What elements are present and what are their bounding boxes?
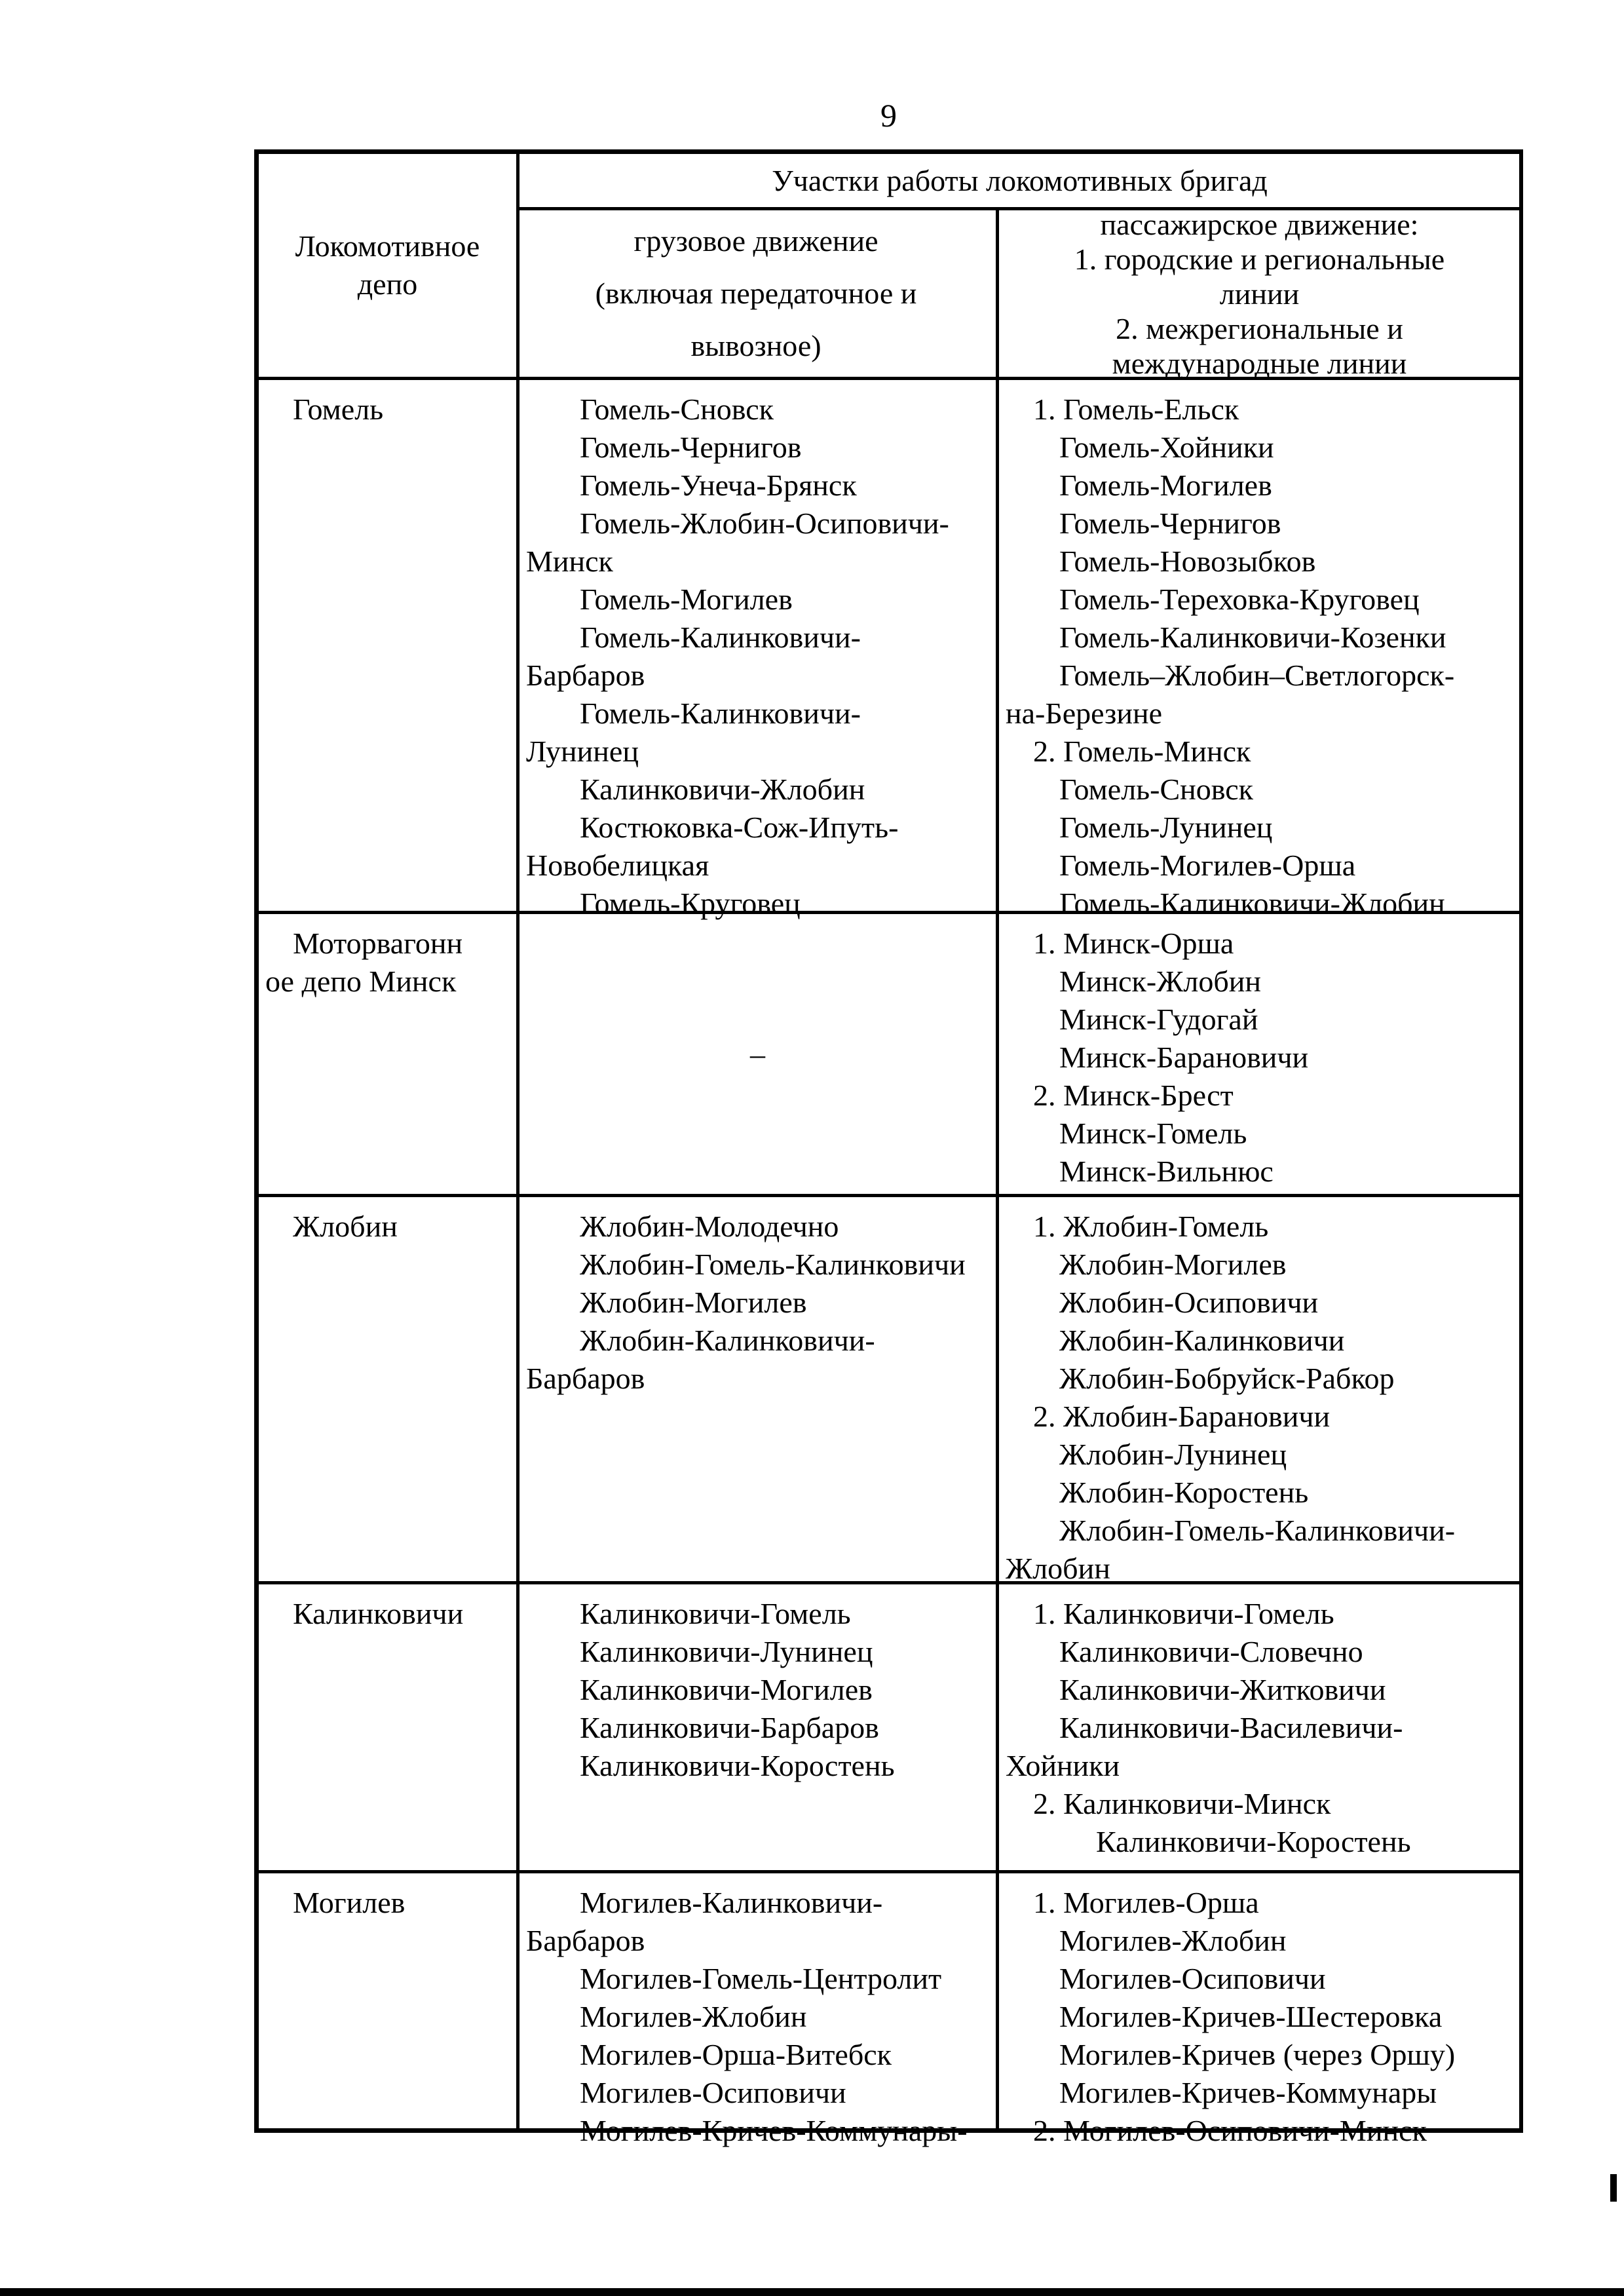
route-line: 2. Минск-Брест (1033, 1079, 1234, 1112)
passenger-routes-cell (999, 1873, 1519, 2147)
header-passenger-line: 1. городские и региональные (1074, 242, 1445, 276)
route-line: Минск (526, 545, 613, 578)
route-line: Жлобин-Гомель-Калинковичи- (1059, 1514, 1456, 1547)
route-line: Гомель-Сновск (1059, 773, 1253, 806)
route-line: 2. Могилев-Осиповичи-Минск (1033, 2114, 1427, 2147)
route-line: Могилев-Орша-Витебск (580, 2038, 892, 2071)
route-line: Могилев-Кричев-Коммунары (1059, 2076, 1437, 2109)
route-line: Минск-Жлобин (1059, 965, 1262, 998)
route-line: Могилев-Кричев-Шестеровка (1059, 2000, 1443, 2033)
route-line: Гомель-Унеча-Брянск (580, 469, 857, 502)
scan-artifact-bottom-bar (0, 2288, 1624, 2296)
route-line: Жлобин-Калинковичи (1059, 1324, 1345, 1357)
depot-cell (259, 1873, 516, 2128)
header-title-line: Участки работы локомотивных бригад (772, 163, 1268, 197)
route-line: Гомель–Жлобин–Светлогорск- (1059, 659, 1455, 692)
route-line: Могилев-Кричев-Коммунары- (580, 2114, 968, 2147)
table-border-left (254, 149, 259, 2133)
route-line: Калинковичи-Лунинец (580, 1635, 873, 1668)
route-line: 1. Могилев-Орша (1033, 1886, 1259, 1919)
route-line: Калинковичи-Жлобин (580, 773, 865, 806)
route-line: Минск-Гомель (1059, 1117, 1247, 1150)
route-line: Жлобин-Лунинец (1059, 1438, 1287, 1471)
passenger-routes-cell (999, 1197, 1519, 1585)
passenger-routes-cell (999, 380, 1519, 920)
route-line: на-Березине (1006, 697, 1162, 730)
route-line: Гомель-Калинковичи- (580, 697, 861, 730)
route-line: Барбаров (526, 1924, 645, 1957)
table-border-top (254, 149, 1523, 154)
route-line: Калинковичи-Житковичи (1059, 1673, 1386, 1706)
depot-name-line: Калинковичи (293, 1597, 464, 1630)
route-line: Жлобин-Калинковичи- (580, 1324, 875, 1357)
header-cell-span-title (516, 154, 1523, 207)
route-line: Гомель-Калинковичи- (580, 621, 861, 654)
route-line: Жлобин-Гомель-Калинковичи (580, 1248, 966, 1281)
passenger-routes-cell (999, 1584, 1519, 1870)
route-line: Калинковичи-Словечно (1059, 1635, 1363, 1668)
header-passenger-line: 2. межрегиональные и (1116, 311, 1403, 345)
header-depot-line: Локомотивное (295, 229, 480, 263)
route-line: Гомель-Калинковичи-Козенки (1059, 621, 1446, 654)
route-line: Жлобин-Коростень (1059, 1476, 1309, 1509)
route-line: Жлобин-Бобруйск-Рабкор (1059, 1362, 1395, 1395)
route-line: Могилев-Кричев (через Оршу) (1059, 2038, 1456, 2071)
route-line: 1. Минск-Орша (1033, 927, 1234, 960)
route-line: Могилев-Жлобин (580, 2000, 807, 2033)
route-line: Гомель-Сновск (580, 392, 774, 426)
route-line: Гомель-Жлобин-Осиповичи- (580, 507, 949, 540)
route-line: Гомель-Чернигов (580, 430, 802, 464)
route-line: 2. Жлобин-Барановичи (1033, 1400, 1331, 1433)
table-border-right (1519, 149, 1523, 2133)
route-line: 1. Гомель-Ельск (1033, 392, 1239, 426)
route-line: Жлобин-Осиповичи (1059, 1286, 1319, 1319)
route-line: Гомель-Новозыбков (1059, 545, 1316, 578)
route-line: Гомель-Круговец (580, 887, 801, 920)
route-line: Гомель-Калинковичи-Жлобин (1059, 887, 1445, 920)
header-cell-passenger (996, 207, 1523, 380)
freight-routes-cell (519, 1873, 996, 2147)
empty-cell-dash: – (750, 1037, 765, 1071)
route-line: Могилев-Гомель-Центролит (580, 1962, 942, 1995)
header-passenger-line: пассажирское движение: (1100, 207, 1419, 241)
route-line: Новобелицкая (526, 849, 709, 882)
route-line: Калинковичи-Барбаров (580, 1711, 879, 1744)
freight-routes-cell (519, 380, 996, 920)
freight-routes-cell (519, 1197, 996, 1581)
header-freight-line: (включая передаточное и (595, 277, 917, 310)
header-cell-freight (516, 210, 996, 377)
route-line: Гомель-Хойники (1059, 430, 1274, 464)
route-line: 2. Гомель-Минск (1033, 735, 1251, 768)
depot-cell (259, 380, 516, 911)
passenger-routes-cell (999, 914, 1519, 1194)
table (254, 149, 1523, 2147)
depot-name-line: Гомель (293, 392, 384, 426)
route-line: Гомель-Чернигов (1059, 507, 1281, 540)
depot-name-line: Жлобин (293, 1210, 398, 1243)
depot-name-line: Моторвагонн (293, 927, 463, 960)
header-freight-line: грузовое движение (633, 224, 878, 258)
route-line: Гомель-Лунинец (1059, 811, 1273, 844)
depot-cell (259, 1197, 516, 1581)
depot-name-line: ое депо Минск (265, 965, 457, 998)
route-line: Могилев-Осиповичи (580, 2076, 846, 2109)
route-line: Калинковичи-Могилев (580, 1673, 873, 1706)
header-freight-line: вывозное) (690, 329, 821, 362)
route-line: Хойники (1006, 1749, 1120, 1782)
route-line: Гомель-Тереховка-Круговец (1059, 583, 1420, 616)
route-line: Могилев-Калинковичи- (580, 1886, 883, 1919)
header-passenger-line: международные линии (1112, 346, 1407, 380)
route-line: Жлобин-Могилев (580, 1286, 807, 1319)
route-line: Гомель-Могилев-Орша (1059, 849, 1356, 882)
route-line: Калинковичи-Василевичи- (1059, 1711, 1403, 1744)
route-line: Гомель-Могилев (1059, 469, 1272, 502)
route-line: Минск-Вильнюс (1059, 1155, 1274, 1188)
depot-cell (259, 1584, 516, 1870)
route-line: 2. Калинковичи-Минск (1033, 1787, 1331, 1820)
route-line: Могилев-Осиповичи (1059, 1962, 1326, 1995)
freight-routes-cell (519, 914, 996, 1194)
scan-artifact-right-tick (1610, 2174, 1617, 2202)
route-line: Могилев-Жлобин (1059, 1924, 1287, 1957)
depot-cell (259, 914, 516, 1194)
route-line: Жлобин-Могилев (1059, 1248, 1287, 1281)
route-line: Минск-Гудогай (1059, 1003, 1258, 1036)
route-line: Жлобин-Молодечно (580, 1210, 839, 1243)
route-line: 1. Жлобин-Гомель (1033, 1210, 1269, 1243)
freight-routes-cell (519, 1584, 996, 1870)
route-line: Костюковка-Сож-Ипуть- (580, 811, 899, 844)
page-number: 9 (880, 97, 897, 134)
route-line: Барбаров (526, 659, 645, 692)
route-line: Жлобин (1006, 1552, 1110, 1585)
route-line: Лунинец (526, 735, 639, 768)
route-line: Минск-Барановичи (1059, 1041, 1309, 1074)
route-line: Калинковичи-Гомель (580, 1597, 851, 1630)
route-line: Гомель-Могилев (580, 583, 793, 616)
route-line: Барбаров (526, 1362, 645, 1395)
header-depot-line: депо (357, 267, 418, 301)
route-line: Калинковичи-Коростень (580, 1749, 895, 1782)
route-line: Калинковичи-Коростень (1096, 1825, 1411, 1858)
header-passenger-line: линии (1219, 277, 1300, 311)
depot-name-line: Могилев (293, 1886, 406, 1919)
route-line: 1. Калинковичи-Гомель (1033, 1597, 1334, 1630)
header-cell-depot (259, 154, 516, 377)
